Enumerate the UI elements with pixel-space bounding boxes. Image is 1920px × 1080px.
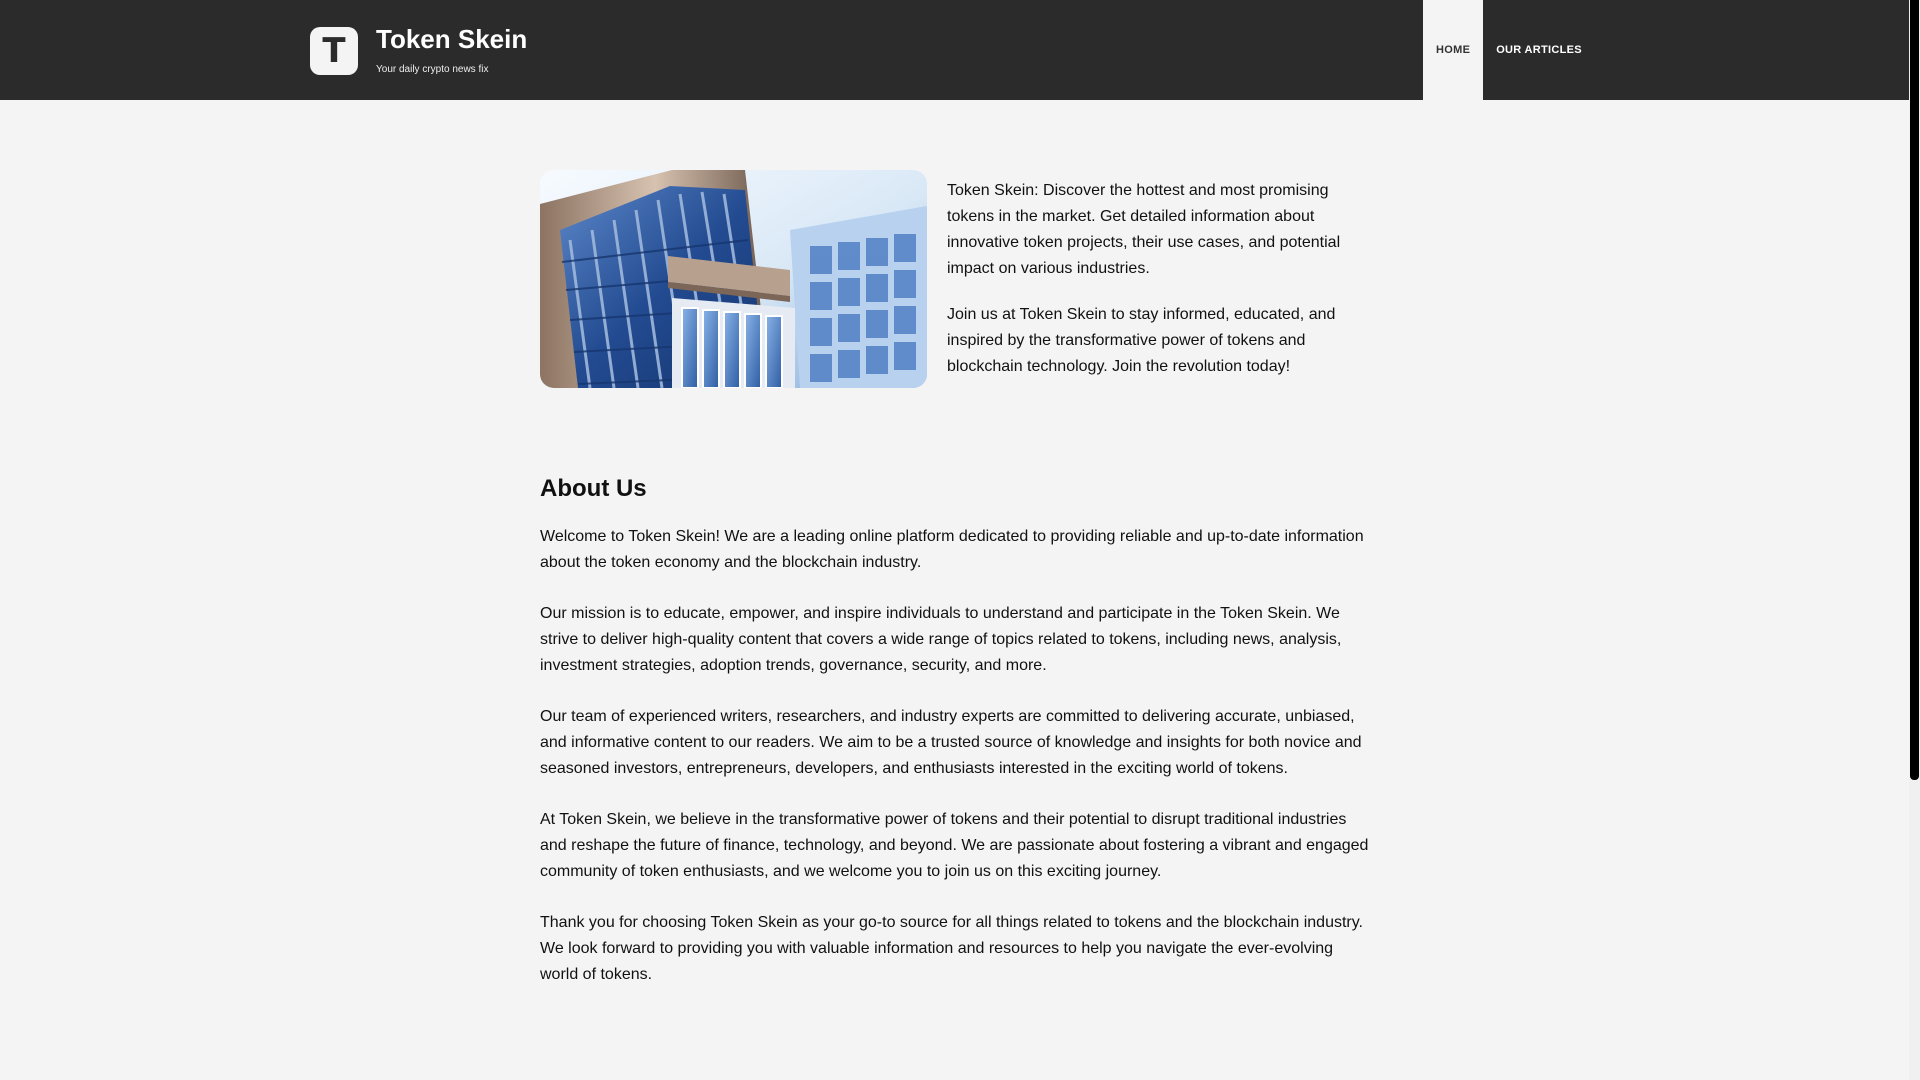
office-building-photo [540, 170, 927, 388]
site-title[interactable]: Token Skein [376, 24, 528, 54]
site-logo-icon[interactable] [310, 27, 358, 75]
brand-text [376, 24, 527, 77]
logo-letter: T [322, 31, 346, 71]
page-scrollbar[interactable] [1909, 0, 1920, 1080]
intro-paragraph: Join us at Token Skein to stay informed, educated, and inspired by the transformative power of tokens and blockchain technology. Join the revolution today! [947, 306, 1336, 375]
about-paragraph: Thank you for choosing Token Skein as your go-to source for all things related to tokens and the blockchain industry. We look forward to providing you with valuable information and resources to help you navigate the ever-evolving world of tokens. [540, 914, 1363, 983]
nav-item-our-articles[interactable]: OUR ARTICLES [1496, 44, 1582, 56]
main-nav [1423, 0, 1595, 100]
scrollbar-thumb[interactable] [1910, 0, 1919, 780]
about-heading: About Us [540, 475, 647, 502]
about-paragraph: Welcome to Token Skein! We are a leading online platform dedicated to providing reliable and up-to-date information about the token economy and the blockchain industry. [540, 528, 1364, 571]
about-section [540, 472, 1370, 1013]
about-paragraph: At Token Skein, we believe in the transformative power of tokens and their potential to disrupt traditional industries and reshape the future of finance, technology, and beyond. We are passionate about fostering a vibrant and engaged community of token enthusiasts, and we welcome you to join us on this exciting journey. [540, 811, 1369, 880]
intro-section [540, 170, 1366, 388]
intro-paragraph: Token Skein: Discover the hottest and most promising tokens in the market. Get detailed information about innovative token projects, their use cases, and potential impact on various industries. [947, 182, 1341, 277]
building-illustration [540, 170, 927, 388]
about-paragraph: Our mission is to educate, empower, and inspire individuals to understand and participate in the Token Skein. We strive to deliver high-quality content that covers a wide range of topics related to tokens, including news, analysis, investment strategies, adoption trends, governance, security, and more. [540, 605, 1342, 674]
about-paragraphs [540, 524, 1370, 988]
site-header [0, 0, 1909, 100]
nav-item-home[interactable]: HOME [1423, 0, 1483, 100]
about-paragraph: Our team of experienced writers, researchers, and industry experts are committed to delivering accurate, unbiased, and informative content to our readers. We aim to be a trusted source of knowledge and insights for both novice and seasoned investors, entrepreneurs, developers, and enthusiasts interested in the exciting world of tokens. [540, 708, 1362, 777]
intro-text [947, 178, 1367, 400]
site-tagline: Your daily crypto news fix [376, 64, 489, 75]
site-brand[interactable] [310, 24, 527, 77]
